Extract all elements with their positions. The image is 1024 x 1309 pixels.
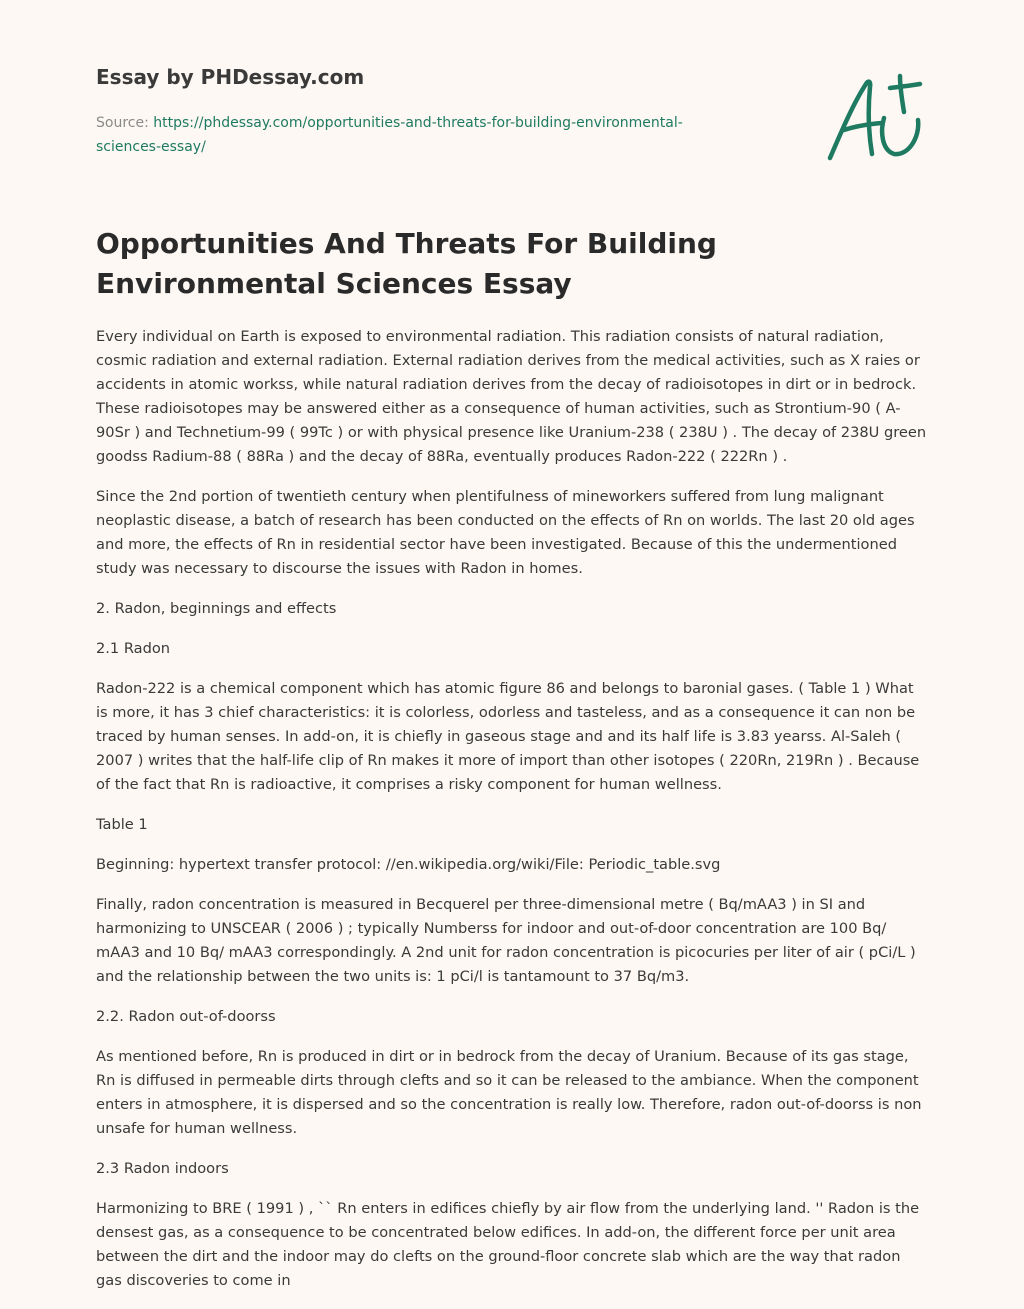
essay-paragraph: Harmonizing to BRE ( 1991 ) , `` Rn enters in edifices chiefly by air flow from the underlying land. '' Radon is the densest gas, as a consequence to be concentrated below edifices. In add-on, the different force per unit area between the dirt and the indoor may do clefts on the ground-floor concrete slab which are the way that radon gas discoveries to come in: [96, 1200, 920, 1289]
essay-paragraph: Finally, radon concentration is measured in Becquerel per three-dimensional metre ( Bq/mAA3 ) in SI and harmonizing to UNSCEAR ( 2006 ) ; typically Numberss for indoor and out-of-door concentration are 100 Bq/ mAA3 and 10 Bq/ mAA3 correspondingly. A 2nd unit for radon concentration is picocuries per liter of air ( pCi/L ) and the relationship between the two units is: 1 pCi/l is tantamount to 37 Bq/m3.: [96, 896, 916, 985]
section-heading: 2.2. Radon out-of-doorss: [96, 1008, 276, 1025]
table-caption: Table 1: [96, 816, 148, 833]
section-heading: 2.3 Radon indoors: [96, 1160, 229, 1177]
essay-paragraph: Since the 2nd portion of twentieth century when plentifulness of mineworkers suffered from lung malignant neoplastic disease, a batch of research has been conducted on the effects of Rn on worlds. The last 20 old ages and more, the effects of Rn in residential sector have been investigated. Because of this the undermentioned study was necessary to discourse the issues with Radon in homes.: [96, 488, 915, 577]
source-link[interactable]: https://phdessay.com/opportunities-and-threats-for-building-environmental-sciences-essay/: [96, 115, 683, 155]
essay-paragraph: Beginning: hypertext transfer protocol: //en.wikipedia.org/wiki/File: Periodic_table.svg: [96, 856, 721, 873]
section-heading: 2.1 Radon: [96, 640, 171, 657]
essay-body: [96, 325, 928, 1309]
site-brand[interactable]: Essay by PHDessay.com: [96, 65, 365, 89]
essay-paragraph: Every individual on Earth is exposed to environmental radiation. This radiation consists of natural radiation, cosmic radiation and external radiation. External radiation derives from the medical activities, such as X raies or accidents in atomic workss, while natural radiation derives from the decay of radioisotopes in dirt or in bedrock. These radioisotopes may be answered either as a consequence of human activities, such as Strontium-90 ( A-90Sr ) and Technetium-99 ( 99Tc ) or with physical presence like Uranium-238 ( 238U ) . The decay of 238U green goodss Radium-88 ( 88Ra ) and the decay of 88Ra, eventually produces Radon-222 ( 222Rn ) .: [96, 328, 927, 465]
source-label: Source:: [96, 115, 154, 131]
section-heading: 2. Radon, beginnings and effects: [96, 600, 337, 617]
page-title: Opportunities And Threats For Building Environmental Sciences Essay: [96, 227, 717, 300]
essay-paragraph: As mentioned before, Rn is produced in dirt or in bedrock from the decay of Uranium. Because of its gas stage, Rn is diffused in permeable dirts through clefts and so it can be released to the ambiance. When the component enters in atmosphere, it is dispersed and so the concentration is really low. Therefore, radon out-of-doorss is non unsafe for human wellness.: [96, 1048, 922, 1137]
source-line: [96, 111, 736, 159]
essay-paragraph: Radon-222 is a chemical component which has atomic figure 86 and belongs to baronial gases. ( Table 1 ) What is more, it has 3 chief characteristics: it is colorless, odorless and tasteless, and as a consequence it can non be traced by human senses. In add-on, it is chiefly in gaseous stage and and its half life is 3.83 yearss. Al-Saleh ( 2007 ) writes that the half-life clip of Rn makes it more of import than other isotopes ( 220Rn, 219Rn ) . Because of the fact that Rn is radioactive, it comprises a risky component for human wellness.: [96, 680, 920, 793]
a-plus-logo-icon: [824, 68, 924, 164]
